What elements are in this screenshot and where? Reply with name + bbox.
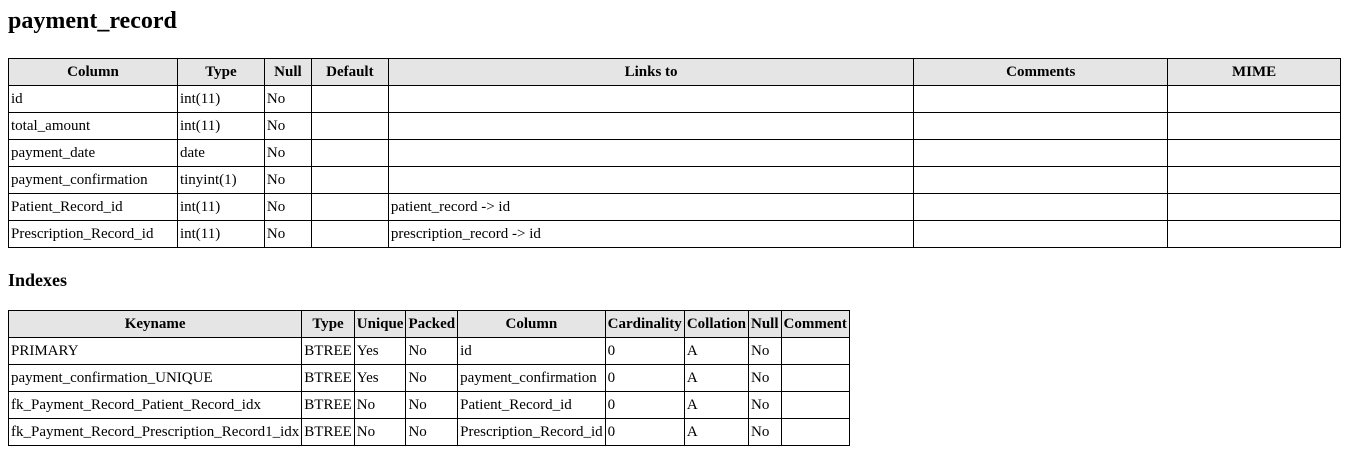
- cell-type: int(11): [177, 221, 264, 248]
- table-row: [9, 338, 850, 365]
- table-row: [9, 221, 1341, 248]
- table-row: [9, 140, 1341, 167]
- index-header-collation: Collation: [684, 311, 748, 338]
- cell-type: int(11): [177, 86, 264, 113]
- cell-links-to: [388, 113, 914, 140]
- cell-null: No: [264, 194, 311, 221]
- cell-null: No: [264, 221, 311, 248]
- indexes-heading: Indexes: [8, 270, 68, 290]
- cell-mime: [1168, 140, 1341, 167]
- cell-unique: No: [354, 419, 406, 446]
- cell-comment: [781, 338, 849, 365]
- table-row: [9, 194, 1341, 221]
- cell-column: payment_date: [9, 140, 178, 167]
- cell-comments: [914, 86, 1168, 113]
- cell-column: id: [458, 338, 605, 365]
- column-header-default: Default: [311, 59, 388, 86]
- cell-type: tinyint(1): [177, 167, 264, 194]
- cell-comments: [914, 221, 1168, 248]
- cell-default: [311, 194, 388, 221]
- index-header-column: Column: [458, 311, 605, 338]
- cell-column: total_amount: [9, 113, 178, 140]
- cell-cardinality: 0: [605, 419, 684, 446]
- cell-comments: [914, 140, 1168, 167]
- cell-null: No: [264, 86, 311, 113]
- cell-column: id: [9, 86, 178, 113]
- column-header-type: Type: [177, 59, 264, 86]
- cell-mime: [1168, 86, 1341, 113]
- index-header-cardinality: Cardinality: [605, 311, 684, 338]
- cell-packed: No: [406, 392, 458, 419]
- index-header-packed: Packed: [406, 311, 458, 338]
- cell-comment: [781, 392, 849, 419]
- cell-comments: [914, 167, 1168, 194]
- cell-keyname: fk_Payment_Record_Patient_Record_idx: [9, 392, 302, 419]
- cell-comments: [914, 194, 1168, 221]
- cell-column: payment_confirmation: [9, 167, 178, 194]
- column-header-comments: Comments: [914, 59, 1168, 86]
- structure-header-row: [9, 59, 1341, 86]
- cell-packed: No: [406, 365, 458, 392]
- cell-type: BTREE: [302, 419, 355, 446]
- cell-packed: No: [406, 338, 458, 365]
- cell-type: date: [177, 140, 264, 167]
- cell-mime: [1168, 113, 1341, 140]
- cell-keyname: fk_Payment_Record_Prescription_Record1_idx: [9, 419, 302, 446]
- table-row: [9, 167, 1341, 194]
- page-title: payment_record: [8, 8, 177, 34]
- cell-type: BTREE: [302, 392, 355, 419]
- cell-default: [311, 140, 388, 167]
- cell-collation: A: [684, 419, 748, 446]
- indexes-header-row: [9, 311, 850, 338]
- cell-null: No: [749, 419, 782, 446]
- cell-default: [311, 86, 388, 113]
- table-row: [9, 86, 1341, 113]
- cell-default: [311, 167, 388, 194]
- cell-null: No: [264, 167, 311, 194]
- structure-table: [8, 58, 1341, 248]
- cell-cardinality: 0: [605, 338, 684, 365]
- cell-type: BTREE: [302, 365, 355, 392]
- cell-unique: Yes: [354, 365, 406, 392]
- cell-null: No: [264, 140, 311, 167]
- cell-type: int(11): [177, 194, 264, 221]
- cell-mime: [1168, 194, 1341, 221]
- cell-links-to: prescription_record -> id: [388, 221, 914, 248]
- cell-mime: [1168, 221, 1341, 248]
- cell-null: No: [264, 113, 311, 140]
- cell-packed: No: [406, 419, 458, 446]
- cell-cardinality: 0: [605, 392, 684, 419]
- cell-comment: [781, 365, 849, 392]
- cell-cardinality: 0: [605, 365, 684, 392]
- table-row: [9, 419, 850, 446]
- cell-column: Prescription_Record_id: [458, 419, 605, 446]
- table-row: [9, 113, 1341, 140]
- cell-links-to: [388, 140, 914, 167]
- cell-unique: Yes: [354, 338, 406, 365]
- column-header-column: Column: [9, 59, 178, 86]
- cell-type: BTREE: [302, 338, 355, 365]
- cell-links-to: patient_record -> id: [388, 194, 914, 221]
- cell-null: No: [749, 365, 782, 392]
- cell-keyname: payment_confirmation_UNIQUE: [9, 365, 302, 392]
- cell-comment: [781, 419, 849, 446]
- index-header-unique: Unique: [354, 311, 406, 338]
- cell-collation: A: [684, 365, 748, 392]
- column-header-null: Null: [264, 59, 311, 86]
- index-header-comment: Comment: [781, 311, 849, 338]
- cell-keyname: PRIMARY: [9, 338, 302, 365]
- cell-comments: [914, 113, 1168, 140]
- cell-type: int(11): [177, 113, 264, 140]
- column-header-links-to: Links to: [388, 59, 914, 86]
- indexes-table: [8, 310, 850, 446]
- cell-collation: A: [684, 392, 748, 419]
- cell-unique: No: [354, 392, 406, 419]
- cell-column: Patient_Record_id: [9, 194, 178, 221]
- cell-column: Patient_Record_id: [458, 392, 605, 419]
- column-header-mime: MIME: [1168, 59, 1341, 86]
- cell-mime: [1168, 167, 1341, 194]
- cell-links-to: [388, 86, 914, 113]
- index-header-null: Null: [749, 311, 782, 338]
- cell-null: No: [749, 392, 782, 419]
- cell-links-to: [388, 167, 914, 194]
- cell-collation: A: [684, 338, 748, 365]
- table-row: [9, 392, 850, 419]
- cell-column: Prescription_Record_id: [9, 221, 178, 248]
- cell-null: No: [749, 338, 782, 365]
- index-header-type: Type: [302, 311, 355, 338]
- cell-default: [311, 113, 388, 140]
- index-header-keyname: Keyname: [9, 311, 302, 338]
- cell-column: payment_confirmation: [458, 365, 605, 392]
- table-row: [9, 365, 850, 392]
- cell-default: [311, 221, 388, 248]
